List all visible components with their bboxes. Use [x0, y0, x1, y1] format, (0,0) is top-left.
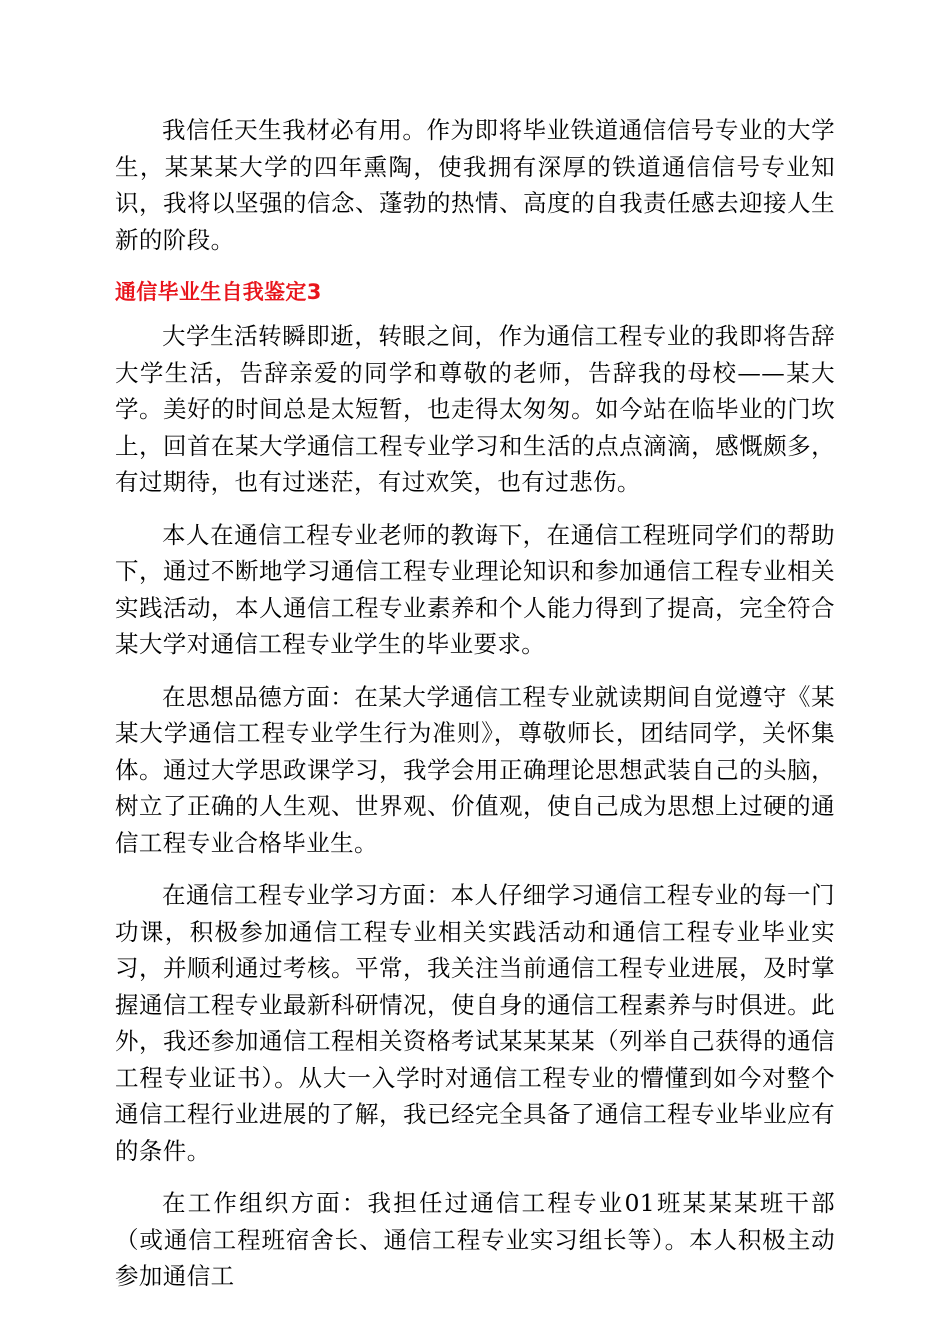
section-heading: 通信毕业生自我鉴定3 — [115, 280, 322, 304]
paragraph-work: 在工作组织方面：我担任过通信工程专业01班某某某班干部（或通信工程班宿舍长、通信工程专业实习组长等）。本人积极主动参加通信工 — [115, 1189, 835, 1290]
paragraph-study: 在通信工程专业学习方面：本人仔细学习通信工程专业的每一门功课，积极参加通信工程专业相关实践活动和通信工程专业毕业实习，并顺利通过考核。平常，我关注当前通信工程专业进展，及时掌握通信工程专业最新科研情况，使自身的通信工程素养与时俱进。此外，我还参加通信工程相关资格考试某某某某（列举自己获得的通信工程专业证书）。从大一入学时对通信工程专业的懵懂到如今对整个通信工程行业进展的了解，我已经完全具备了通信工程专业毕业应有的条件。 — [115, 881, 835, 1165]
paragraph-morality: 在思想品德方面：在某大学通信工程专业就读期间自觉遵守《某某大学通信工程专业学生行为准则》，尊敬师长，团结同学，关怀集体。通过大学思政课学习，我学会用正确理论思想武装自己的头脑，树立了正确的人生观、世界观、价值观，使自己成为思想上过硬的通信工程专业合格毕业生。 — [115, 682, 835, 857]
document-body — [115, 112, 835, 1311]
paragraph-intro: 我信任天生我材必有用。作为即将毕业铁道通信信号专业的大学生，某某某大学的四年熏陶，使我拥有深厚的铁道通信信号专业知识，我将以坚强的信念、蓬勃的热情、高度的自我责任感去迎接人生新的阶段。 — [115, 116, 835, 254]
paragraph-college-life: 大学生活转瞬即逝，转眼之间，作为通信工程专业的我即将告辞大学生活，告辞亲爱的同学和尊敬的老师，告辞我的母校——某大学。美好的时间总是太短暂，也走得太匆匆。如今站在临毕业的门坎上，回首在某大学通信工程专业学习和生活的点点滴滴，感慨颇多，有过期待，也有过迷茫，有过欢笑，也有过悲伤。 — [115, 322, 835, 496]
paragraph-overall: 本人在通信工程专业老师的教诲下，在通信工程班同学们的帮助下，通过不断地学习通信工程专业理论知识和参加通信工程专业相关实践活动，本人通信工程专业素养和个人能力得到了提高，完全符合某大学对通信工程专业学生的毕业要求。 — [115, 520, 835, 658]
